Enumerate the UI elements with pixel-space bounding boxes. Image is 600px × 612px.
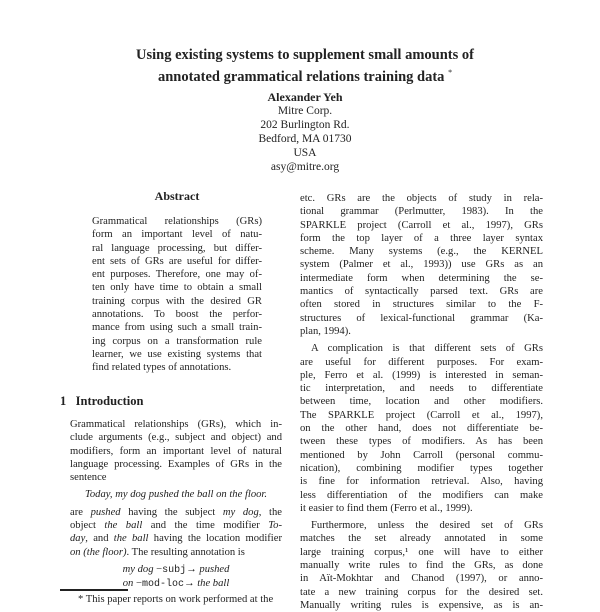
text-line: [300, 502, 543, 515]
text-segment: plan, 1994).: [300, 325, 351, 337]
text-line: [70, 458, 282, 471]
text-segment: learner, we use existing systems that: [92, 348, 262, 360]
text-segment: manually write rules to find the GRs, as done: [300, 560, 543, 572]
text-line: [300, 285, 543, 298]
text-segment: ple, Ferro et al. (1999) is interested in seman-: [300, 369, 543, 381]
text-line: [300, 435, 543, 448]
text-segment: tween these types of modifiers. As has been: [300, 436, 543, 448]
text-line: [300, 245, 543, 258]
text-line: [300, 356, 543, 369]
text-line: [300, 449, 543, 462]
text-segment: language processing. Examples of GRs in the: [70, 458, 282, 470]
text-line: [300, 205, 543, 218]
text-segment: ent sets of GRs are useful for differ-: [92, 255, 262, 267]
text-line: [300, 475, 543, 488]
text-segment: etc. GRs are the objects of study in rela-: [300, 193, 543, 204]
text-line: [70, 418, 282, 431]
text-segment: Furthermore, unless the desired set of GRs: [311, 520, 543, 532]
text-segment: on the other hand, does not differentiate be-: [300, 423, 543, 435]
text-segment: training corpus with the desired GR: [92, 295, 262, 307]
italic-text: the ball: [113, 533, 149, 545]
text-line: [300, 519, 543, 532]
italic-text: To-: [268, 520, 282, 532]
text-segment: system (Palmer et al., 1993)) use GRs as an: [300, 259, 543, 271]
text-segment: ing corpus on a transformation rule: [92, 335, 262, 347]
title-line-1: Using existing systems to supplement small amounts of: [136, 47, 474, 63]
text-segment: are: [70, 506, 91, 518]
text-line: [300, 342, 543, 355]
text-line: [300, 258, 543, 271]
italic-text: pushed: [199, 563, 230, 575]
text-segment: object: [70, 520, 105, 532]
text-line: [92, 255, 262, 268]
paper-title: [0, 46, 600, 86]
text-line: [70, 471, 282, 484]
text-segment: it easier to find them (Ferro et al., 1999).: [300, 502, 473, 514]
text-line: [70, 445, 282, 458]
text-segment: tional grammar (Perlmutter, 1983). In the: [300, 206, 543, 218]
text-line: [300, 395, 543, 408]
introduction-body: [70, 418, 282, 592]
title-line-2: [0, 64, 600, 86]
text-segment: . The resulting annotation is: [126, 546, 245, 558]
affiliation-street: 202 Burlington Rd.: [260, 119, 350, 131]
text-line: [300, 219, 543, 232]
text-line: [300, 572, 543, 585]
text-segment: between time, location and other modifiers.: [300, 396, 543, 408]
text-segment: is fine for information retrieval. Also, having: [300, 476, 543, 488]
right-column-body: [300, 192, 543, 612]
text-segment: in Aït-Mokhtar and Chanod (1997), or anno-: [300, 573, 543, 585]
text-line: [70, 532, 282, 545]
text-segment: annotations. To boost the perfor-: [92, 309, 262, 321]
text-segment: ent purposes. Therefore, one may of-: [92, 269, 262, 281]
text-segment: and the time modifier: [142, 520, 269, 532]
italic-text: on: [122, 578, 134, 590]
text-segment: ten only have time to obtain a small: [92, 282, 262, 294]
author-block: [0, 90, 600, 174]
text-segment: →: [186, 563, 200, 575]
italic-text: pushed: [90, 506, 121, 518]
text-line: [300, 559, 543, 572]
italic-text: my dog: [122, 563, 154, 575]
text-segment: having the location modifier: [148, 533, 282, 545]
text-segment: SPARKLE project (Carroll et al., 1997), GRs: [300, 219, 543, 231]
text-segment: Grammatical relationships (GRs): [92, 216, 262, 227]
author-name: Alexander Yeh: [267, 90, 343, 104]
text-line: [300, 298, 543, 311]
text-segment: structures of lexical-functional grammar (Ka-: [300, 312, 543, 324]
monospace-text: mod-loc: [141, 579, 184, 591]
text-line: [92, 268, 262, 281]
italic-text: the ball: [197, 578, 230, 590]
italic-text: Today, my dog pushed the ball on the floor.: [84, 489, 268, 501]
text-segment: matches the set already annotated in some: [300, 533, 543, 545]
text-segment: mantics of syntactically parsed text. GRs are: [300, 286, 543, 298]
text-line: [92, 308, 262, 321]
text-segment: scheme. Many systems (e.g., the KERNEL: [300, 246, 543, 258]
text-line: [300, 489, 543, 502]
text-line: [92, 242, 262, 255]
text-line: [70, 488, 282, 501]
text-segment: , the: [258, 506, 282, 518]
text-segment: tic interpretation, and needs to differentiate: [300, 383, 543, 395]
text-segment: often stored in structures similar to the F-: [300, 299, 543, 311]
text-line: [300, 599, 543, 612]
text-line: [300, 325, 543, 338]
text-line: [300, 312, 543, 325]
text-segment: mance from using such a small train-: [92, 322, 262, 334]
affiliation-city: Bedford, MA 01730: [258, 133, 352, 145]
text-line: [300, 409, 543, 422]
text-segment: are useful for different purposes. For exam-: [300, 356, 543, 368]
text-segment: Grammatical relationships (GRs), which in-: [70, 419, 282, 430]
text-segment: →: [183, 578, 198, 590]
text-segment: Manually writing rules is expensive, as is an-: [300, 599, 543, 611]
text-line: [92, 281, 262, 294]
affiliation-org: Mitre Corp.: [277, 105, 333, 117]
italic-text: on (the floor): [70, 546, 127, 558]
text-line: [92, 228, 262, 241]
text-line: [70, 519, 282, 532]
text-line: [92, 335, 262, 348]
text-segment: clude arguments (e.g., subject and object) and: [70, 432, 282, 444]
text-line: [300, 532, 543, 545]
text-line: [92, 348, 262, 361]
text-segment: −: [153, 563, 163, 575]
italic-text: day: [70, 533, 86, 545]
text-segment: modifiers, form an important level of natural: [70, 445, 282, 457]
text-segment: nication), combining modifier types together: [300, 462, 543, 474]
text-segment: find related types of annotations.: [92, 362, 232, 374]
text-line: [70, 506, 282, 519]
abstract-body: [92, 215, 262, 375]
text-line: [70, 546, 282, 559]
text-line: [70, 431, 282, 444]
italic-text: the ball: [104, 520, 143, 532]
text-line: [92, 321, 262, 334]
text-segment: A complication is that different sets of GRs: [311, 343, 543, 355]
text-segment: less differentiation of the modifiers can make: [300, 489, 543, 501]
text-segment: form the top layer of a three layer syntax: [300, 232, 543, 244]
footnote-rule: [60, 589, 128, 591]
text-segment: having the subject: [120, 506, 223, 518]
text-line: [300, 586, 543, 599]
text-segment: intermediate form when determining the se-: [300, 272, 543, 284]
text-line: [300, 272, 543, 285]
text-line: [300, 546, 543, 559]
text-line: [300, 422, 543, 435]
abstract-heading: Abstract: [154, 189, 200, 203]
text-line: [70, 563, 282, 577]
affiliation-country: USA: [293, 147, 317, 159]
text-segment: −: [133, 578, 142, 590]
section-heading-introduction: 1 Introduction: [60, 394, 144, 408]
title-footnote-mark: *: [448, 68, 453, 77]
text-segment: tate a new training corpus for the desired set.: [300, 586, 543, 598]
text-segment: , and: [85, 533, 114, 545]
text-line: [300, 192, 543, 205]
text-line: [300, 369, 543, 382]
italic-text: my dog: [222, 506, 259, 518]
footnote-text: * This paper reports on work performed at the: [78, 594, 274, 605]
author-email[interactable]: asy@mitre.org: [270, 161, 340, 173]
text-line: [92, 361, 262, 374]
text-line: [92, 215, 262, 228]
text-segment: mentioned by John Carroll (personal commu-: [300, 449, 543, 461]
text-segment: form an important level of natu-: [92, 229, 262, 241]
monospace-text: subj: [162, 564, 187, 576]
text-segment: The SPARKLE project (Carroll et al., 1997),: [300, 409, 543, 421]
title-line-2-text: annotated grammatical relations training data: [157, 68, 445, 85]
text-segment: sentence: [70, 472, 107, 484]
text-line: [92, 295, 262, 308]
text-segment: ral language processing, but differ-: [92, 242, 262, 254]
text-segment: large training corpus,¹ one will have to either: [300, 546, 543, 558]
text-line: [300, 462, 543, 475]
text-line: [300, 382, 543, 395]
text-line: [300, 232, 543, 245]
